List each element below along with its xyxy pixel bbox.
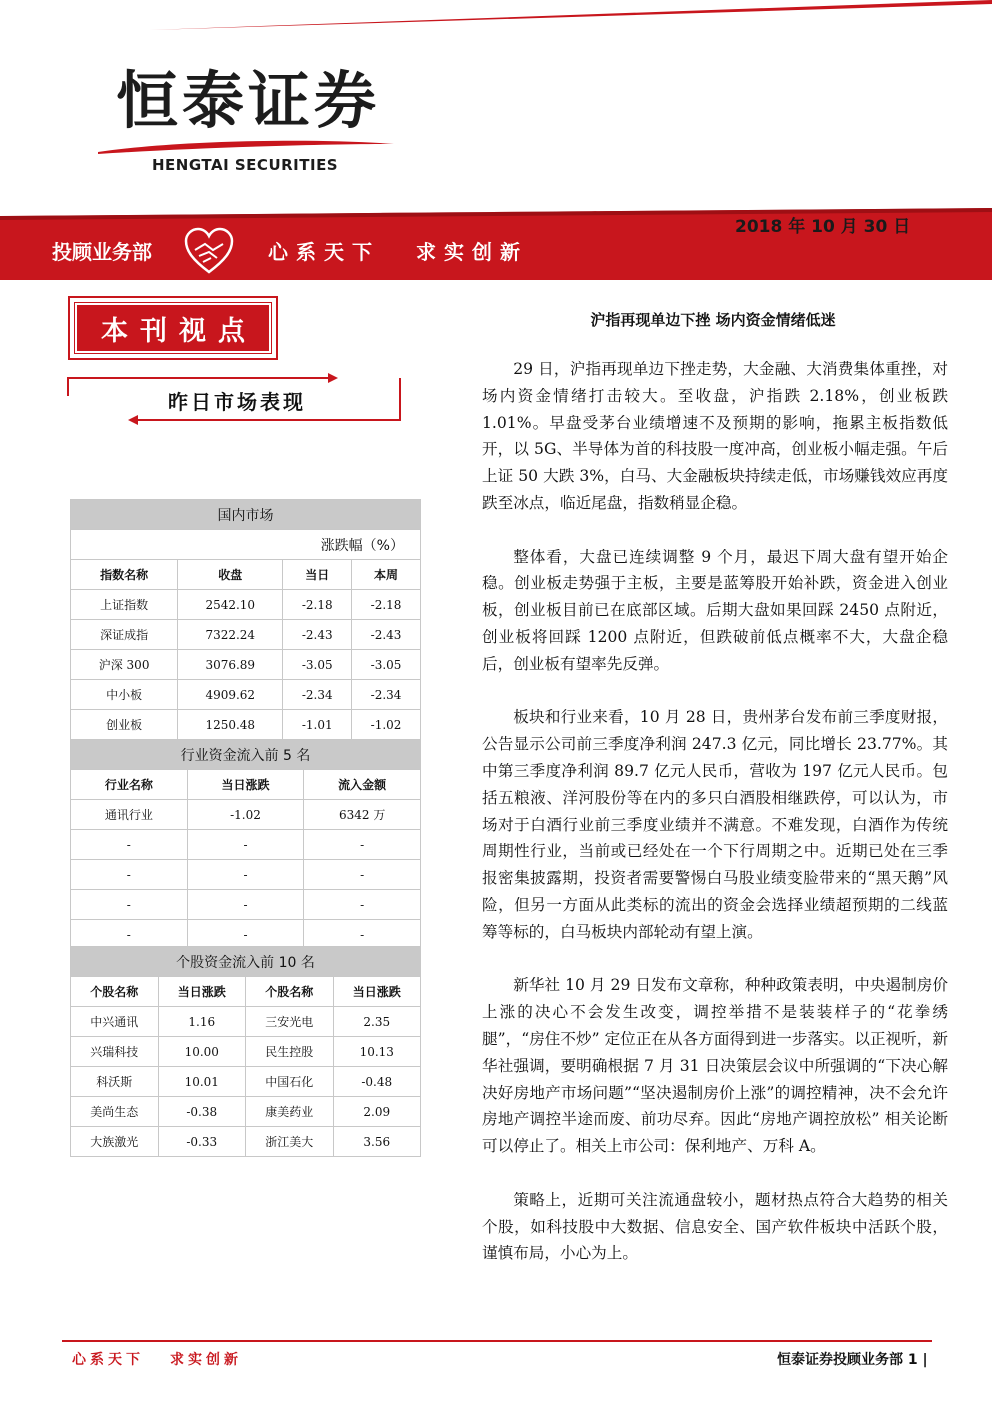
table-row <box>71 1097 421 1127</box>
table-cell: - <box>187 890 304 920</box>
article-title: 沪指再现单边下挫 场内资金情绪低迷 <box>590 311 836 329</box>
table-cell: 7322.24 <box>178 620 283 650</box>
table-header-row <box>71 770 421 800</box>
table-cell: -0.48 <box>333 1067 421 1097</box>
table-row <box>71 620 421 650</box>
table-cell: 2.35 <box>333 1007 421 1037</box>
company-logo-en: HENGTAI SECURITIES <box>152 156 339 174</box>
article-paragraph: 策略上，近期可关注流通盘较小，题材热点符合大趋势的相关个股，如科技股中大数据、信息安全、国产软件板块中活跃个股，谨慎布局，小心为上。 <box>482 1190 948 1263</box>
table-row <box>71 650 421 680</box>
table-cell: -2.43 <box>283 620 352 650</box>
table-cell: 上证指数 <box>71 590 178 620</box>
table-cell: 2.09 <box>333 1097 421 1127</box>
column-header: 收盘 <box>178 560 283 590</box>
table-cell: 深证成指 <box>71 620 178 650</box>
table-row <box>71 920 421 950</box>
table-cell: 1250.48 <box>178 710 283 740</box>
table-row <box>71 1127 421 1157</box>
column-header: 本周 <box>352 560 421 590</box>
table-cell: - <box>71 860 188 890</box>
table-cell: -2.43 <box>352 620 421 650</box>
table-cell: -3.05 <box>283 650 352 680</box>
issue-date: 2018 年 10 月 30 日 <box>735 217 911 237</box>
slogan-part2: 求实创新 <box>416 240 528 264</box>
table-row <box>71 680 421 710</box>
table-cell: -2.34 <box>352 680 421 710</box>
table-cell: - <box>71 920 188 950</box>
column-header: 当日涨跌 <box>158 977 246 1007</box>
industry-inflow-table <box>70 739 421 950</box>
column-header: 行业名称 <box>71 770 188 800</box>
table-cell: 通讯行业 <box>71 800 188 830</box>
top-red-stripe <box>0 0 992 30</box>
table-cell: -1.01 <box>283 710 352 740</box>
table-cell: 科沃斯 <box>71 1067 159 1097</box>
article-paragraph: 整体看，大盘已连续调整 9 个月，最迟下周大盘有望开始企稳。创业板走势强于主板，主要是蓝筹股开始补跌，资金进入创业板，创业板目前已在底部区域。后期大盘如果回踩 2450 点附近，创业板将回踩 1200 点附近，但跌破前低点概率不大，大盘企稳后，创业板有望率先反弹。 <box>482 547 948 673</box>
table-cell: 3.56 <box>333 1127 421 1157</box>
table-row <box>71 1007 421 1037</box>
footer-slogan <box>72 1349 242 1369</box>
article-paragraph: 29 日，沪指再现单边下挫走势，大金融、大消费集体重挫，对场内资金情绪打击较大。至收盘，沪指跌 2.18%，创业板跌 1.01%。早盘受茅台业绩增速不及预期的影响，拖累主板指数低开，以 5G、半导体为首的科技股一度冲高，创业板小幅走强。午后上证 50 大跌 3%，白马、大金融板块持续走低，市场赚钱效应再度跌至冰点，临近尾盘，指数稍显企稳。 <box>482 360 948 512</box>
domestic-market-table <box>70 499 421 740</box>
footer-slogan-part2: 求实创新 <box>170 1352 242 1368</box>
column-header: 个股名称 <box>71 977 159 1007</box>
column-header: 当日涨跌 <box>333 977 421 1007</box>
footer-divider <box>62 1340 932 1342</box>
feature-title-inner <box>75 303 271 353</box>
table-cell: 2542.10 <box>178 590 283 620</box>
table-row <box>71 800 421 830</box>
table-cell: 6342 万 <box>304 800 421 830</box>
table-cell: 10.01 <box>158 1067 246 1097</box>
table-row <box>71 710 421 740</box>
table-cell: - <box>187 860 304 890</box>
table-cell: -0.33 <box>158 1127 246 1157</box>
table-cell: -2.18 <box>283 590 352 620</box>
table-cell: 10.00 <box>158 1037 246 1067</box>
article-paragraph: 新华社 10 月 29 日发布文章称，种种政策表明，中央遏制房价上涨的决心不会发生改变，调控举措不是装装样子的“花拳绣腿”，“房住不炒” 定位正在从各方面得到进一步落实。以正视听，新华社强调，要明确根据 7 月 31 日决策层会议中所强调的“下决心解决好房地产市场问题”“坚决遏制房价上涨”的调控精神，决不会允许房地产调控半途而废、前功尽弃。因此“房地产调控放松” 相关论断可以停止了。相关上市公司：保利地产、万科 A。 <box>482 976 948 1156</box>
table-cell: -3.05 <box>352 650 421 680</box>
table-cell: 兴瑞科技 <box>71 1037 159 1067</box>
department-name: 投顾业务部 <box>52 240 152 264</box>
table-cell: -2.18 <box>352 590 421 620</box>
table-cell: 1.16 <box>158 1007 246 1037</box>
table-row <box>71 1067 421 1097</box>
table-cell: 中小板 <box>71 680 178 710</box>
table-row <box>71 860 421 890</box>
article-body <box>482 356 948 1294</box>
table-cell: -2.34 <box>283 680 352 710</box>
table-cell: 民生控股 <box>246 1037 334 1067</box>
table-cell: 10.13 <box>333 1037 421 1067</box>
table-cell: 大族激光 <box>71 1127 159 1157</box>
table-cell: -0.38 <box>158 1097 246 1127</box>
table-cell: - <box>304 830 421 860</box>
table-cell: 4909.62 <box>178 680 283 710</box>
table-cell: - <box>187 830 304 860</box>
table-cell: 中国石化 <box>246 1067 334 1097</box>
column-header: 当日 <box>283 560 352 590</box>
feature-title: 本刊视点 <box>101 315 257 347</box>
footer-page-info: 恒泰证券投顾业务部 1 | <box>777 1352 928 1368</box>
domestic-unit-label: 涨跌幅（%） <box>71 530 421 560</box>
stocks-section-title: 个股资金流入前 10 名 <box>71 947 421 977</box>
table-cell: - <box>71 830 188 860</box>
article-paragraph: 板块和行业来看，10 月 28 日，贵州茅台发布前三季度财报，公告显示公司前三季度净利润 247.3 亿元，同比增长 23.77%。其中第三季度净利润 89.7 亿元人民币，营收为 197 亿元人民币。包括五粮液、洋河股份等在内的多只白酒股相继跌停，可以认为，市场对于白酒行业前三季度业绩并不满意。不难发现，白酒作为传统周期性行业，当前或已经处在一个下行周期之中。近期已处在三季报密集披露期，投资者需要警惕白马股业绩变脸带来的“黑天鹅”风险，但另一方面从此类标的流出的资金会选择业绩超预期的二线蓝筹等标的，白马板块内部轮动有望上演。 <box>482 708 948 941</box>
table-cell: -1.02 <box>352 710 421 740</box>
table-cell: -1.02 <box>187 800 304 830</box>
company-logo-cn: 恒泰证券 <box>116 64 381 137</box>
table-cell: - <box>71 890 188 920</box>
industry-section-title: 行业资金流入前 5 名 <box>71 740 421 770</box>
column-header: 个股名称 <box>246 977 334 1007</box>
table-row <box>71 590 421 620</box>
table-row <box>71 830 421 860</box>
column-header: 当日涨跌 <box>187 770 304 800</box>
table-cell: 中兴通讯 <box>71 1007 159 1037</box>
table-cell: 康美药业 <box>246 1097 334 1127</box>
column-header: 流入金额 <box>304 770 421 800</box>
table-row <box>71 890 421 920</box>
table-cell: - <box>304 920 421 950</box>
table-cell: 三安光电 <box>246 1007 334 1037</box>
table-header-row <box>71 977 421 1007</box>
column-header: 指数名称 <box>71 560 178 590</box>
table-row <box>71 1037 421 1067</box>
stock-inflow-table <box>70 946 421 1157</box>
feature-title-box <box>68 296 278 360</box>
table-cell: 3076.89 <box>178 650 283 680</box>
table-cell: 沪深 300 <box>71 650 178 680</box>
table-cell: 创业板 <box>71 710 178 740</box>
table-cell: 浙江美大 <box>246 1127 334 1157</box>
table-cell: 美尚生态 <box>71 1097 159 1127</box>
table-header-row <box>71 560 421 590</box>
domestic-section-title: 国内市场 <box>71 500 421 530</box>
slogan-part1: 心系天下 <box>268 240 380 264</box>
section-label: 昨日市场表现 <box>168 390 306 414</box>
table-cell: - <box>304 890 421 920</box>
table-cell: - <box>304 860 421 890</box>
footer-slogan-part1: 心系天下 <box>72 1352 144 1368</box>
handshake-heart-icon <box>183 226 235 278</box>
table-cell: - <box>187 920 304 950</box>
